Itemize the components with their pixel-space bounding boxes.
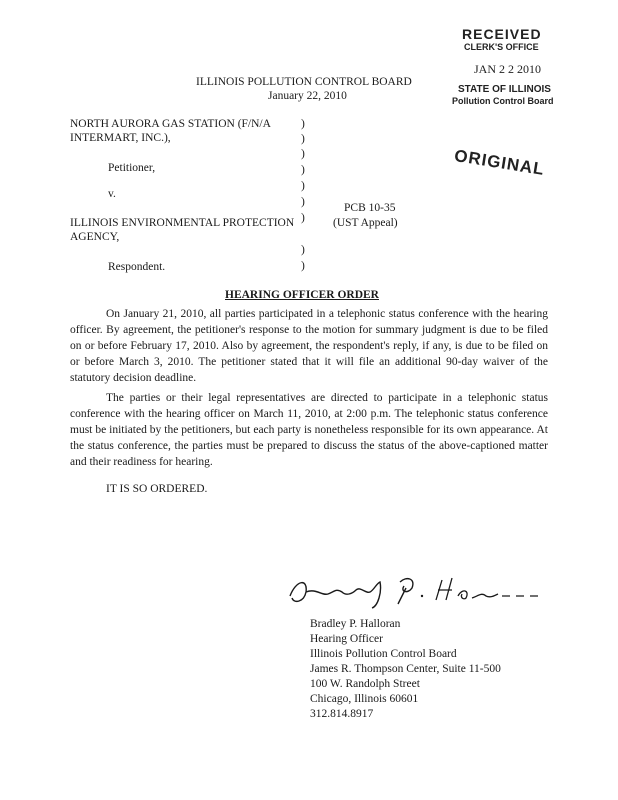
caption-paren: )	[301, 118, 305, 130]
case-type: (UST Appeal)	[333, 217, 398, 229]
respondent-name-line1: ILLINOIS ENVIRONMENTAL PROTECTION	[70, 217, 295, 229]
signer-city: Chicago, Illinois 60601	[310, 693, 419, 705]
order-paragraph-2: The parties or their legal representatives are directed to participate in a telephonic status conference with the hearing officer on March 11, 2010, at 2:00 p.m. The telephonic status conference must be initiated by the petitioners, but each party is nonetheless responsible for its own appearance. At the status conference, the parties must be prepared to discuss the status of the above-captioned matter and their readiness for hearing.	[70, 392, 548, 468]
signer-org: Illinois Pollution Control Board	[310, 648, 457, 660]
petitioner-name-line2: INTERMART, INC.),	[70, 132, 171, 144]
order-paragraph-1: On January 21, 2010, all parties participated in a telephonic status conference with the hearing officer. By agreement, the petitioner's response to the motion for summary judgment is due to be filed on or before February 17, 2010. Also by agreement, the respondent's reply, if any, is due to be filed on or before March 3, 2010. The petitioner stated that it will file an additional 90-day waiver of the statutory decision deadline.	[70, 308, 548, 384]
signer-name: Bradley P. Halloran	[310, 618, 401, 630]
board-name: ILLINOIS POLLUTION CONTROL BOARD	[196, 76, 412, 88]
received-stamp-office: CLERK'S OFFICE	[464, 42, 539, 52]
caption-paren: )	[301, 244, 305, 256]
original-stamp: ORIGINAL	[453, 146, 546, 180]
handwritten-signature	[282, 570, 552, 612]
caption-paren: )	[301, 180, 305, 192]
order-closing: IT IS SO ORDERED.	[106, 483, 208, 495]
received-stamp-date: JAN 2 2 2010	[474, 62, 542, 76]
received-stamp-board: Pollution Control Board	[452, 96, 554, 106]
respondent-role: Respondent.	[108, 261, 166, 273]
case-number: PCB 10-35	[344, 202, 396, 214]
signer-title: Hearing Officer	[310, 633, 383, 645]
signer-address-line2: 100 W. Randolph Street	[310, 678, 420, 690]
caption-paren: )	[301, 164, 305, 176]
caption-paren: )	[301, 212, 305, 224]
petitioner-name-line1: NORTH AURORA GAS STATION (F/N/A	[70, 118, 271, 130]
petitioner-role: Petitioner,	[108, 162, 156, 174]
signer-address-line1: James R. Thompson Center, Suite 11-500	[310, 663, 501, 675]
caption-paren: )	[301, 133, 305, 145]
received-stamp-title: RECEIVED	[462, 26, 542, 42]
header-date: January 22, 2010	[268, 90, 347, 102]
signer-phone: 312.814.8917	[310, 708, 374, 720]
caption-paren: )	[301, 196, 305, 208]
versus: v.	[108, 188, 116, 200]
received-stamp-state: STATE OF ILLINOIS	[458, 84, 551, 95]
caption-paren: )	[301, 260, 305, 272]
respondent-name-line2: AGENCY,	[70, 231, 120, 243]
caption-paren: )	[301, 148, 305, 160]
order-title: HEARING OFFICER ORDER	[225, 289, 379, 301]
